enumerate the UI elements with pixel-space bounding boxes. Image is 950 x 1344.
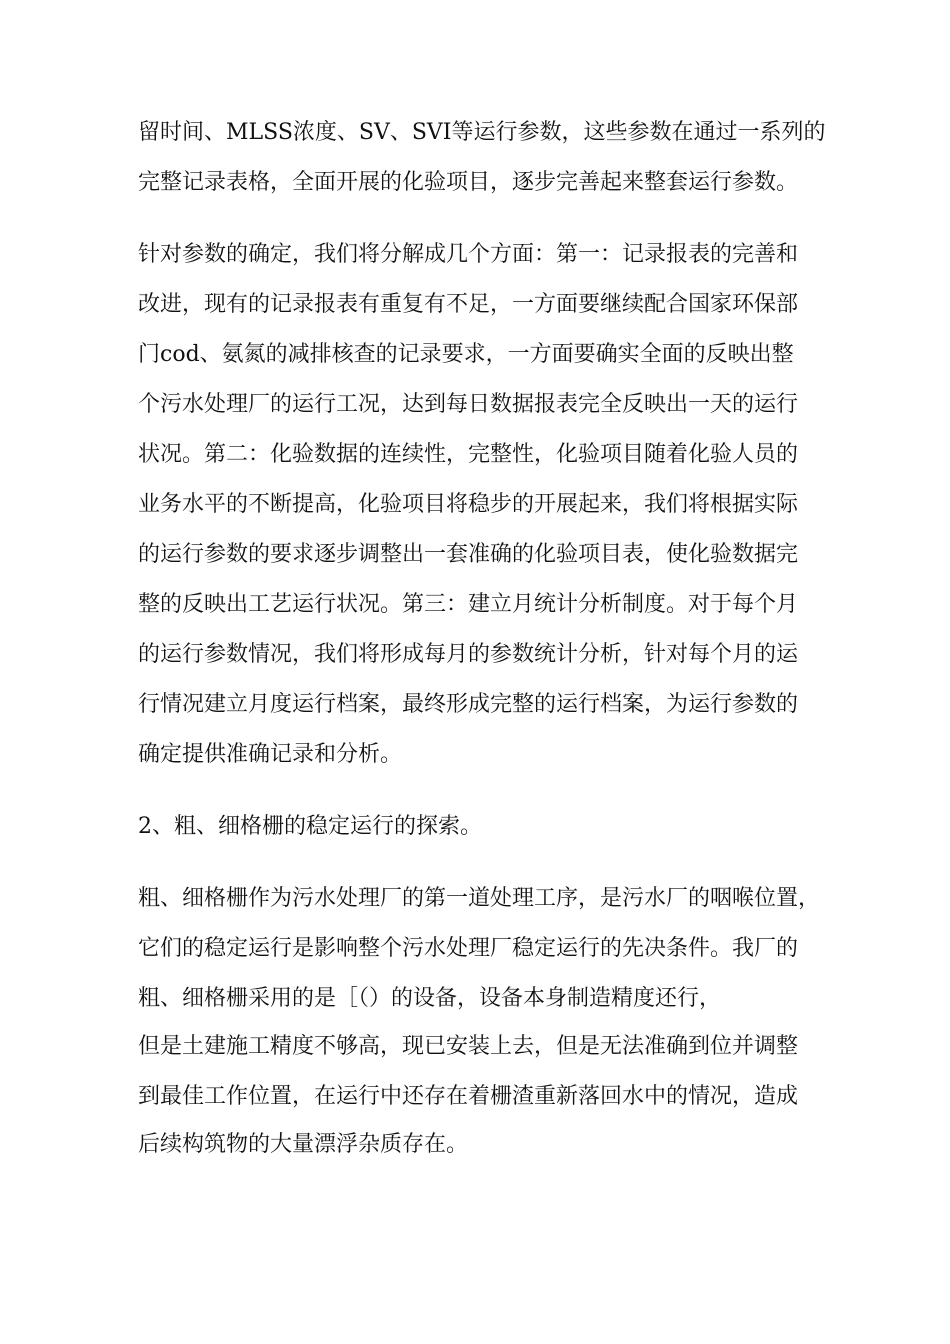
paragraph-2-line-4: 个污水处理厂的运行工况，达到每日数据报表完全反映出一天的运行: [138, 392, 799, 417]
paragraph-2-line-11: 确定提供准确记录和分析。: [138, 742, 403, 767]
paragraph-2-line-1: 针对参数的确定，我们将分解成几个方面：第一：记录报表的完善和: [138, 242, 799, 267]
paragraph-2-line-2: 改进，现有的记录报表有重复有不足，一方面要继续配合国家环保部: [138, 292, 799, 317]
paragraph-4-line-5: 到最佳工作位置，在运行中还存在着栅渣重新落回水中的情况，造成: [138, 1084, 799, 1109]
paragraph-2-line-9: 的运行参数情况，我们将形成每月的参数统计分析，针对每个月的运: [138, 642, 799, 667]
paragraph-4-line-2: 它们的稳定运行是影响整个污水处理厂稳定运行的先决条件。我厂的: [138, 936, 799, 961]
paragraph-2-line-10: 行情况建立月度运行档案，最终形成完整的运行档案，为运行参数的: [138, 692, 799, 717]
paragraph-4-line-6: 后续构筑物的大量漂浮杂质存在。: [138, 1132, 469, 1157]
paragraph-1-line-2: 完整记录表格，全面开展的化验项目，逐步完善起来整套运行参数。: [138, 170, 799, 195]
paragraph-1-line-1: 留时间、MLSS浓度、SV、SVI等运行参数，这些参数在通过一系列的: [138, 120, 826, 145]
paragraph-2-line-5: 状况。第二：化验数据的连续性，完整性，化验项目随着化验人员的: [138, 442, 799, 467]
paragraph-4-line-3: 粗、细格栅采用的是［（）的设备，设备本身制造精度还行，: [138, 986, 722, 1011]
paragraph-2-line-7: 的运行参数的要求逐步调整出一套准确的化验项目表，使化验数据完: [138, 542, 799, 567]
paragraph-2-line-8: 整的反映出工艺运行状况。第三：建立月统计分析制度。对于每个月: [138, 592, 799, 617]
section-heading: 2、粗、细格栅的稳定运行的探索。: [138, 814, 482, 839]
paragraph-2-line-6: 业务水平的不断提高，化验项目将稳步的开展起来，我们将根据实际: [138, 492, 799, 517]
paragraph-2-line-3: 门cod、氨氮的减排核查的记录要求，一方面要确实全面的反映出整: [138, 342, 794, 367]
paragraph-4-line-1: 粗、细格栅作为污水处理厂的第一道处理工序，是污水厂的咽喉位置，: [138, 886, 821, 911]
paragraph-4-line-4: 但是土建施工精度不够高，现已安装上去，但是无法准确到位并调整: [138, 1034, 799, 1059]
